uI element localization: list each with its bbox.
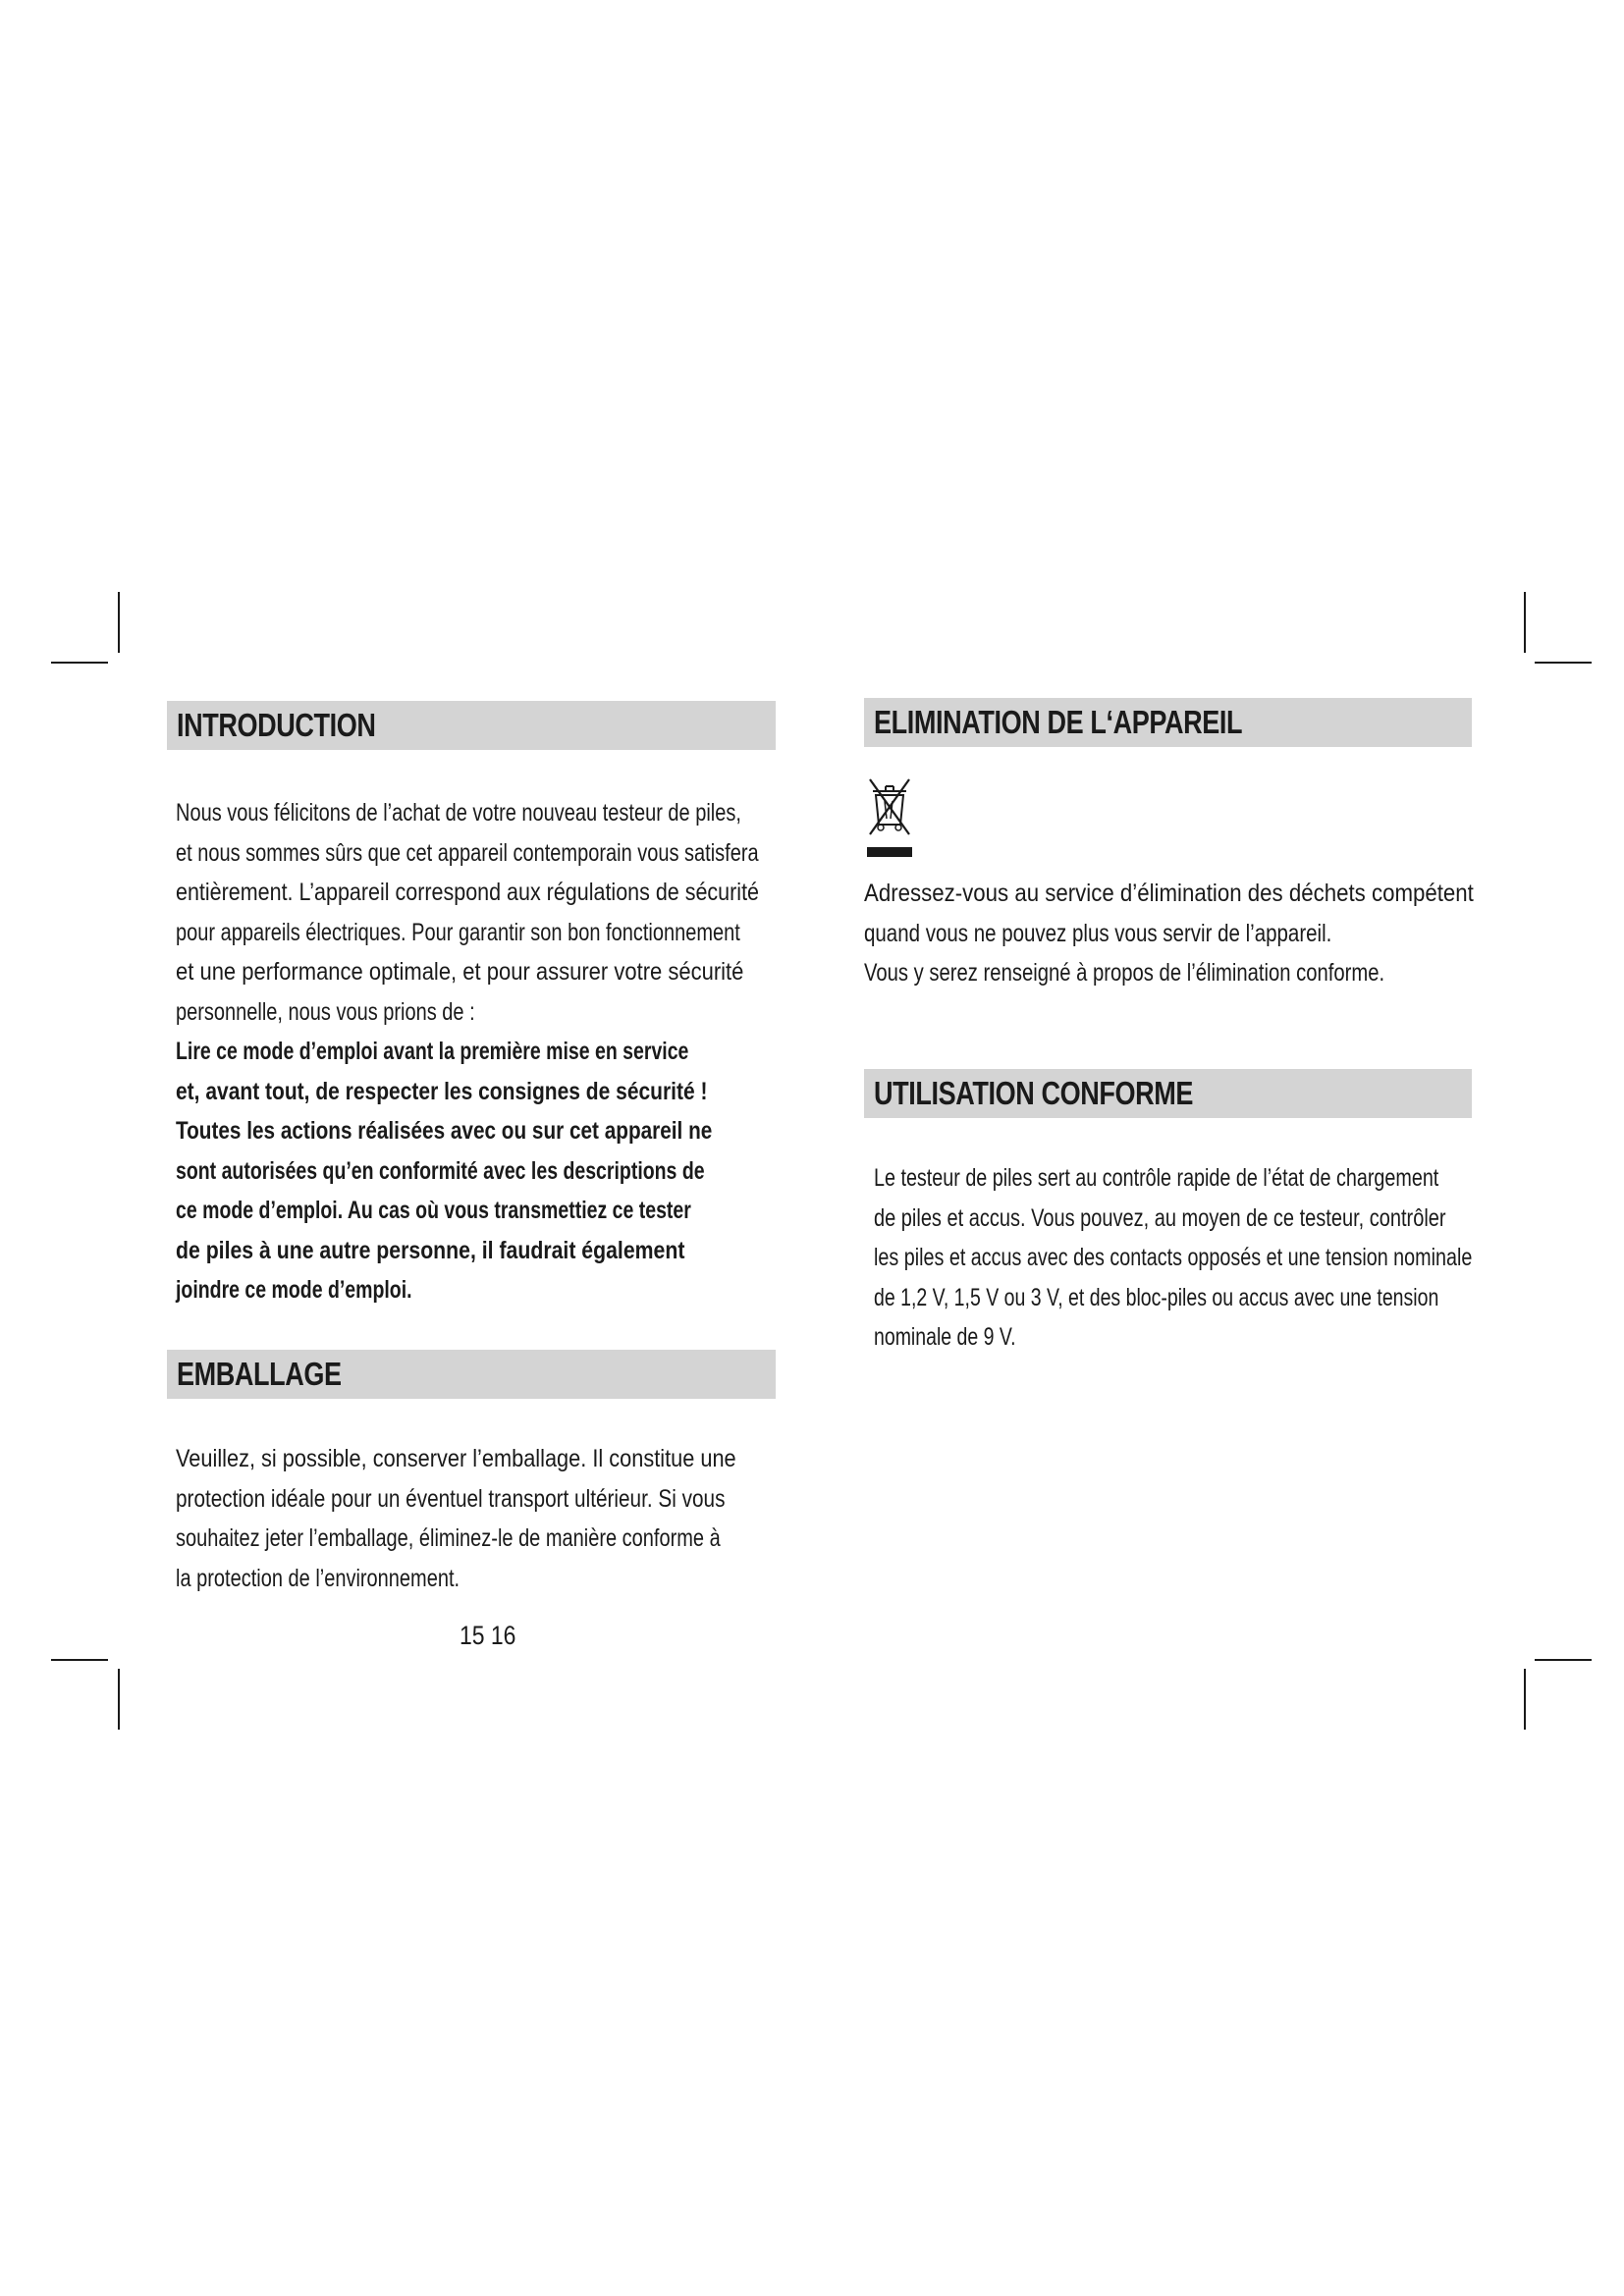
emballage-heading <box>167 1350 776 1399</box>
introduction-line: entièrement. L’appareil correspond aux régulations de sécurité <box>176 879 760 906</box>
crop-mark <box>51 1659 108 1661</box>
emballage-line: la protection de l’environnement. <box>176 1564 460 1592</box>
emballage-body <box>176 1439 856 1598</box>
emballage-line: protection idéale pour un éventuel transport ultérieur. Si vous <box>176 1484 726 1513</box>
page-numbers: 15 16 <box>460 1621 516 1650</box>
crop-mark <box>1524 1669 1526 1730</box>
introduction-line: pour appareils électriques. Pour garantir son bon fonctionnement <box>176 918 740 946</box>
introduction-body <box>176 793 904 1310</box>
emballage-line: Veuillez, si possible, conserver l’emballage. Il constitue une <box>176 1445 736 1472</box>
introduction-notice-line: et, avant tout, de respecter les consignes de sécurité ! <box>176 1077 708 1105</box>
introduction-line: Nous vous félicitons de l’achat de votre nouveau testeur de piles, <box>176 799 741 827</box>
introduction-line: et nous sommes sûrs que cet appareil contemporain vous satisfera <box>176 838 759 867</box>
utilisation-heading-text: UTILISATION CONFORME <box>874 1075 1194 1111</box>
introduction-line: personnelle, nous vous prions de : <box>176 997 475 1026</box>
introduction-notice-line: sont autorisées qu’en conformité avec les descriptions de <box>176 1156 705 1185</box>
crop-mark <box>118 1669 120 1730</box>
crop-mark <box>1535 1659 1592 1661</box>
utilisation-line: les piles et accus avec des contacts opposés et une tension nominale <box>874 1244 1473 1271</box>
introduction-notice-line: de piles à une autre personne, il faudrait également <box>176 1236 685 1264</box>
crop-mark <box>1535 662 1592 664</box>
introduction-notice-line: Lire ce mode d’emploi avant la première mise en service <box>176 1038 689 1065</box>
elimination-line: Adressez-vous au service d’élimination des déchets compétent <box>864 880 1474 907</box>
crossed-out-wheelie-bin-icon <box>867 775 912 858</box>
elimination-heading-text: ELIMINATION DE L‘APPAREIL <box>874 704 1243 740</box>
introduction-heading-text: INTRODUCTION <box>177 707 376 743</box>
introduction-notice-line: joindre ce mode d’emploi. <box>176 1276 412 1304</box>
introduction-notice-line: Toutes les actions réalisées avec ou sur cet appareil ne <box>176 1117 713 1145</box>
utilisation-line: de piles et accus. Vous pouvez, au moyen de ce testeur, contrôler <box>874 1203 1446 1232</box>
crop-mark <box>1524 592 1526 653</box>
elimination-line: Vous y serez renseigné à propos de l’élimination conforme. <box>864 959 1385 987</box>
crop-mark <box>118 592 120 653</box>
crop-mark <box>51 662 108 664</box>
emballage-heading-text: EMBALLAGE <box>177 1356 342 1392</box>
utilisation-line: nominale de 9 V. <box>874 1323 1016 1351</box>
utilisation-line: Le testeur de piles sert au contrôle rapide de l’état de chargement <box>874 1164 1439 1192</box>
introduction-notice-line: ce mode d’emploi. Au cas où vous transmettiez ce tester <box>176 1197 691 1224</box>
introduction-line: et une performance optimale, et pour assurer votre sécurité <box>176 958 744 986</box>
elimination-body <box>864 874 1549 993</box>
utilisation-heading <box>864 1069 1472 1118</box>
utilisation-body <box>874 1158 1624 1358</box>
introduction-heading <box>167 701 776 750</box>
elimination-line: quand vous ne pouvez plus vous servir de l’appareil. <box>864 919 1332 947</box>
emballage-line: souhaitez jeter l’emballage, éliminez-le de manière conforme à <box>176 1524 721 1552</box>
elimination-heading <box>864 698 1472 747</box>
utilisation-line: de 1,2 V, 1,5 V ou 3 V, et des bloc-piles ou accus avec une tension <box>874 1283 1439 1311</box>
